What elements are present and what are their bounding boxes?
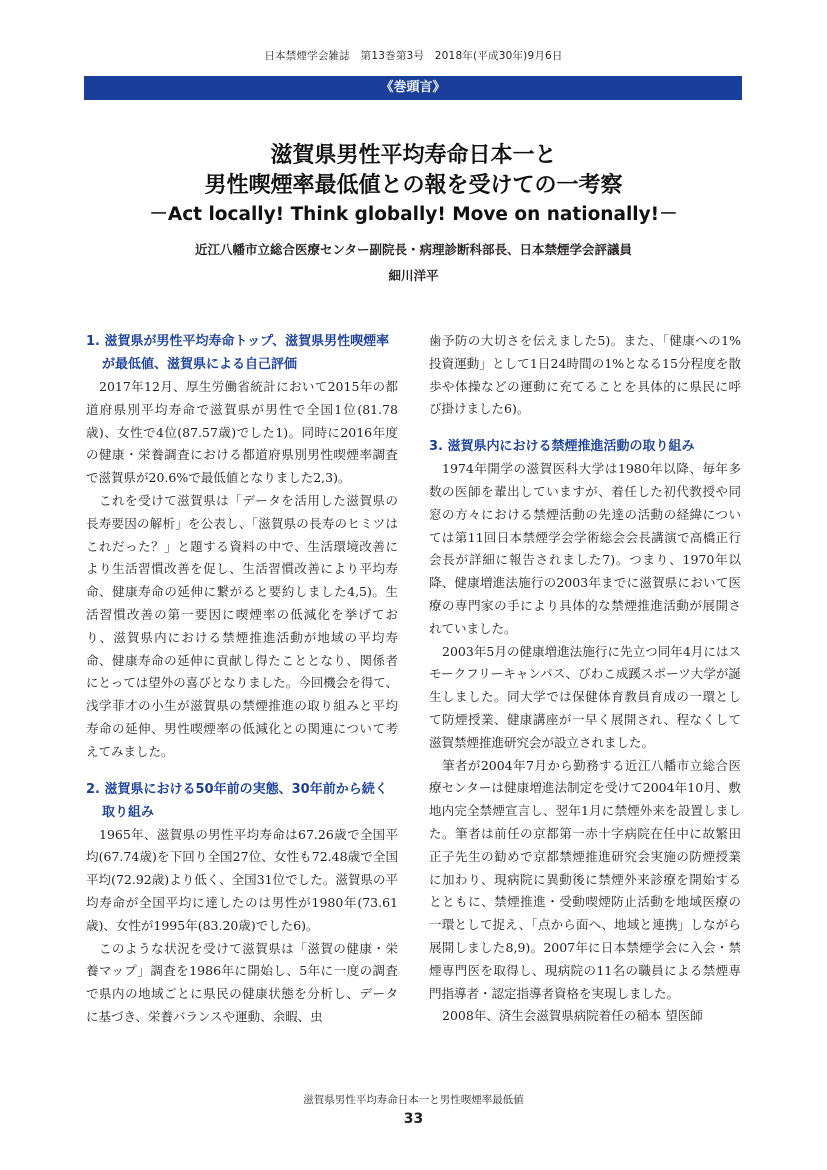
section-1-heading: 1. 滋賀県が男性平均寿命トップ、滋賀県男性喫煙率が最低値、滋賀県による自己評価 [86,334,390,372]
left-column [86,330,398,1029]
section-2-paragraph-2: このような状況を受けて滋賀県は「滋賀の健康・栄養マップ」調査を1986年に開始し、5年に一度の調査で県内の地域ごとに県民の健康状態を分析し、データに基づき、栄養バランスや運動、余暇、虫 [86,940,398,1024]
running-footer-title: 滋賀県男性平均寿命日本一と男性喫煙率最低値 [303,1094,524,1106]
section-1-paragraph-2: これを受けて滋賀県は「データを活用した滋賀県の長寿要因の解析」を公表し、「滋賀県の長寿のヒミツはこれだった？」と題する資料の中で、生活環境改善により生活習慣改善を促し、生活習慣改善により平均寿命、健康寿命の延伸に繋がると要約しました4,5)。生活習慣改善の第一要因に喫煙率の低減化を挙げており、滋賀県内における禁煙推進活動が地域の平均寿命、健康寿命の延伸に貢献し得たこととなり、関係者にとっては望外の喜びとなりました。今回機会を得て、浅学菲才の小生が滋賀県の禁煙推進の取り組みと平均寿命の延伸、男性喫煙率の低減化との関連について考えてみました。 [86,492,399,759]
section-2-paragraph-1: 1965年、滋賀県の男性平均寿命は67.26歳で全国平均(67.74歳)を下回り全国27位、女性も72.48歳で全国平均(72.92歳)より低く、全国31位でした。滋賀県の平均寿命が全国平均に達したのは男性が1980年(73.61歳)、女性が1995年(83.20歳)でした6)。 [86,826,398,933]
article-subtitle: －Act locally! Think globally! Move on nationally!－ [149,204,678,225]
section-3-paragraph-2: 2003年5月の健康増進法施行に先立つ同年4月にはスモークフリーキャンパス、びわこ成蹊スポーツ大学が誕生しました。同大学では保健体育教員育成の一環として防煙授業、健康講座が一早く展開され、程なくして滋賀禁煙推進研究会が設立されました。 [429,643,741,750]
article-title-line-1: 滋賀県男性平均寿命日本一と [270,143,557,168]
section-3-paragraph-4: 2008年、済生会滋賀県病院着任の稲本 望医師 [442,1008,703,1024]
section-3-paragraph-1: 1974年開学の滋賀医科大学は1980年以降、毎年多数の医師を輩出していますが、着任した初代教授や同窓の方々における禁煙活動の先達の活動の経緯については第11回日本禁煙学会学術総会会長講演で高橋正行会長が詳細に報告されました7)。つまり、1970年以降、健康増進法施行の2003年までに滋賀県において医療の専門家の手により具体的な禁煙推進活動が展開されていました。 [429,461,741,636]
author-affiliation: 近江八幡市立総合医療センター副院長・病理診断科部長、日本禁煙学会評議員 [194,242,632,257]
continued-paragraph: 歯予防の大切さを伝えました5)。また、「健康への1%投資運動」として1日24時間の1%となる15分程度を散歩や体操などの運動に充てることを具体的に県民に呼び掛けました6)。 [429,333,741,417]
section-1-paragraph-1: 2017年12月、厚生労働省統計において2015年の都道府県別平均寿命で滋賀県が男性で全国1位(81.78歳)、女性で4位(87.57歳)でした1)。同時に2016年度の健康・栄養調査における都道府県別男性喫煙率調査で滋賀県が20.6%で最低値となりました2,3)。 [86,379,398,486]
section-3-paragraph-3: 筆者が2004年7月から勤務する近江八幡市立総合医療センターは健康増進法制定を受けて2004年10月、敷地内完全禁煙宣言し、翌年1月に禁煙外来を設置しました。筆者は前任の京都第一赤十字病院在任中に故繁田正子先生の勧めで京都禁煙推進研究会実施の防煙授業に加わり、現病院に異動後に禁煙外来診療を開始するとともに、禁煙推進・受動喫煙防止活動を地域医療の一環として捉え、「点から面へ、地域と連携」しながら展開しました8,9)。2007年に日本禁煙学会に入会・禁煙専門医を取得し、現病院の11名の職員による禁煙専門指導者・認定指導者資格を実現しました。 [429,757,741,1001]
page-number: 33 [403,1111,424,1127]
journal-header: 日本禁煙学会雑誌 第13巻第3号 2018年(平成30年)9月6日 [264,50,563,62]
author-name: 細川洋平 [388,268,439,283]
right-column [429,330,741,1028]
section-2-heading: 2. 滋賀県における50年前の実態、30年前から続く取り組み [86,781,388,820]
section-banner: 《巻頭言》 [84,76,742,100]
article-title-line-2: 男性喫煙率最低値との報を受けての一考察 [204,173,623,198]
section-3-heading: 3. 滋賀県内における禁煙推進活動の取り組み [429,439,695,455]
